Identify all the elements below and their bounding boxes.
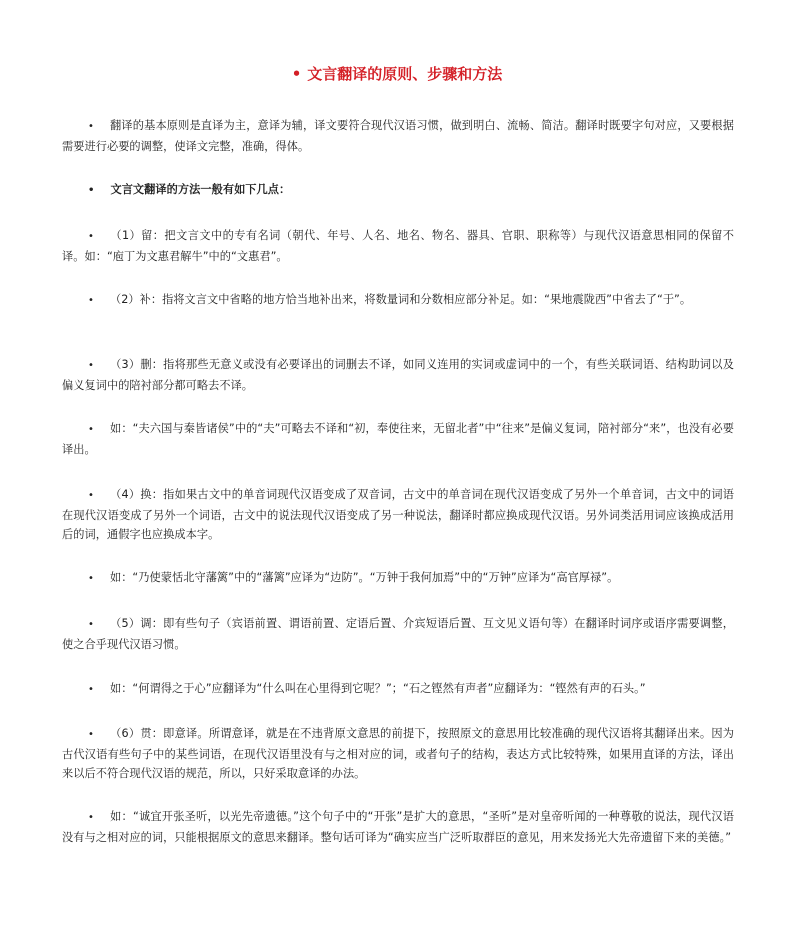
title-bullet: • [291, 65, 302, 83]
bullet-icon: • [88, 424, 94, 435]
page-title [0, 63, 794, 85]
paragraph-method-delete: • （3）删：指将那些无意义或没有必要译出的词删去不译，如同义连用的实词或虚词中的一个，有些关联词语、结构助词以及偏义复词中的陪衬部分都可略去不译。 [62, 358, 734, 392]
paragraph-method-adjust: • （5）调：即有些句子（宾语前置、谓语前置、定语后置、介宾短语后置、互文见义语句等）在翻译时词序或语序需要调整，使之合乎现代汉语习惯。 [62, 617, 734, 651]
paragraph-example-adjust: • 如：“何谓得之于心”应翻译为“什么叫在心里得到它呢？”；“石之铿然有声者”应翻译为：“铿然有声的石头。” [62, 679, 734, 700]
paragraph-method-free-translation: • （6）贯：即意译。所谓意译，就是在不违背原文意思的前提下，按照原文的意思用比较准确的现代汉语将其翻译出来。因为古代汉语有些句子中的某些词语，在现代汉语里没有与之相对应的词，或者句子的结构，表达方式比较特殊，如果用直译的方法，译出来以后不符合现代汉语的规范，所以，只好采取意译的办法。 [62, 727, 734, 780]
paragraph-methods-heading: • 文言文翻译的方法一般有如下几点： [62, 180, 734, 201]
paragraph-example-free-translation: • 如：“诚宜开张圣听，以光先帝遗德。”这个句子中的“开张”是扩大的意思，“圣听”是对皇帝听闻的一种尊敬的说法，现代汉语没有与之相对应的词，只能根据原文的意思来翻译。整句话可译为“确实应当广泛听取群臣的意见，用来发扬光大先帝遗留下来的美德。” [62, 810, 734, 844]
title-text: 文言翻译的原则、步骤和方法 [307, 65, 503, 83]
paragraph-method-keep: • （1）留：把文言文中的专有名词（朝代、年号、人名、地名、物名、器具、官职、职称等）与现代汉语意思相同的保留不译。如：“庖丁为文惠君解牛”中的“文惠君”。 [62, 229, 734, 263]
bullet-icon: • [88, 185, 95, 196]
paragraph-principle: • 翻译的基本原则是直译为主，意译为辅，译文要符合现代汉语习惯，做到明白、流畅、简洁。翻译时既要字句对应，又要根据需要进行必要的调整，使译文完整，准确，得体。 [62, 119, 734, 153]
bullet-icon: • [88, 490, 94, 501]
bullet-icon: • [88, 360, 94, 371]
bullet-icon: • [88, 573, 94, 584]
bullet-icon: • [88, 684, 94, 695]
paragraph-example-replace: • 如：“乃使蒙恬北守藩篱”中的“藩篱”应译为“边防”。“万钟于我何加焉”中的“万钟”应译为“高官厚禄”。 [62, 568, 734, 589]
bullet-icon: • [88, 121, 94, 132]
bullet-icon: • [88, 729, 94, 740]
bullet-icon: • [88, 812, 94, 823]
bullet-icon: • [88, 619, 94, 630]
bullet-icon: • [88, 231, 94, 242]
bullet-icon: • [88, 295, 94, 306]
paragraph-method-supplement: • （2）补：指将文言文中省略的地方恰当地补出来，将数量词和分数相应部分补足。如：“果地震陇西”中省去了“于”。 [62, 290, 734, 311]
paragraph-method-replace: • （4）换：指如果古文中的单音词现代汉语变成了双音词，古文中的单音词在现代汉语变成了另外一个单音词，古文中的词语在现代汉语变成了另外一个词语，古文中的说法现代汉语变成了另一种说法，翻译时都应换成现代汉语。另外词类活用词应该换成活用后的词，通假字也应换成本字。 [62, 488, 734, 541]
paragraph-example-delete: • 如：“夫六国与秦皆诸侯”中的“夫”可略去不译和“初，奉使往来，无留北者”中“往来”是偏义复词，陪衬部分“来”，也没有必要译出。 [62, 422, 734, 456]
